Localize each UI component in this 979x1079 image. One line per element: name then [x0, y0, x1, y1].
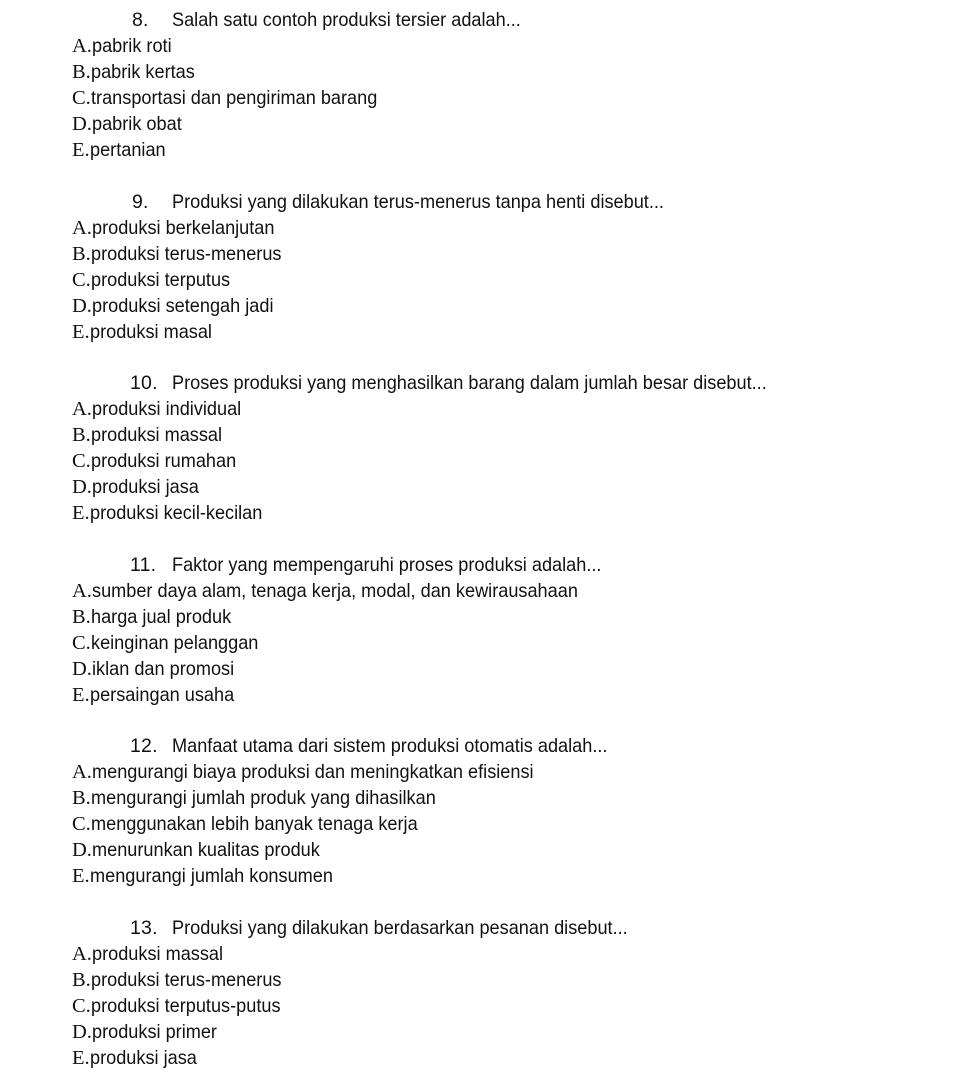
option-text: pabrik obat	[91, 113, 182, 135]
option-text: produksi jasa	[89, 1047, 197, 1069]
option-e	[0, 137, 979, 163]
option-letter: E.	[72, 865, 90, 887]
option-c	[0, 993, 979, 1019]
option-letter: B.	[72, 787, 91, 809]
option-text: sumber daya alam, tenaga kerja, modal, dan kewirausahaan	[91, 580, 578, 602]
question-stem	[0, 7, 979, 33]
option-b	[0, 785, 979, 811]
option-b	[0, 59, 979, 85]
option-c	[0, 630, 979, 656]
option-a	[0, 215, 979, 241]
option-text: produksi masal	[89, 321, 212, 343]
option-a	[0, 33, 979, 59]
option-letter: C.	[72, 813, 91, 835]
option-letter: A.	[72, 761, 92, 783]
question-number: 9.	[132, 191, 149, 213]
option-text: produksi massal	[91, 943, 223, 965]
option-letter: A.	[72, 943, 92, 965]
option-text: produksi setengah jadi	[91, 295, 274, 317]
option-b	[0, 422, 979, 448]
question-number: 8.	[132, 9, 149, 31]
option-text: produksi jasa	[91, 476, 199, 498]
option-letter: A.	[72, 580, 92, 602]
option-c	[0, 85, 979, 111]
option-letter: B.	[72, 61, 91, 83]
option-text: produksi massal	[90, 424, 222, 446]
option-letter: D.	[72, 295, 92, 317]
option-letter: E.	[72, 502, 90, 524]
option-letter: B.	[72, 243, 91, 265]
option-text: produksi terus-menerus	[90, 243, 282, 265]
option-letter: E.	[72, 684, 90, 706]
option-letter: A.	[72, 217, 92, 239]
question-text: Faktor yang mempengaruhi proses produksi adalah...	[172, 554, 602, 576]
option-text: produksi terputus-putus	[90, 995, 281, 1017]
question-stem	[0, 733, 979, 759]
option-text: mengurangi jumlah konsumen	[89, 865, 333, 887]
option-text: harga jual produk	[90, 606, 231, 628]
option-letter: D.	[72, 113, 92, 135]
question-12	[0, 733, 979, 889]
option-letter: B.	[72, 424, 91, 446]
option-letter: D.	[72, 476, 92, 498]
option-text: keinginan pelanggan	[90, 632, 259, 654]
option-e	[0, 500, 979, 526]
option-e	[0, 319, 979, 345]
question-9	[0, 189, 979, 345]
option-letter: D.	[72, 658, 92, 680]
option-text: menurunkan kualitas produk	[91, 839, 320, 861]
option-d	[0, 111, 979, 137]
option-c	[0, 267, 979, 293]
option-text: produksi primer	[91, 1021, 217, 1043]
option-b	[0, 604, 979, 630]
option-d	[0, 837, 979, 863]
option-e	[0, 863, 979, 889]
option-b	[0, 967, 979, 993]
option-text: produksi kecil-kecilan	[89, 502, 263, 524]
option-d	[0, 474, 979, 500]
question-text: Manfaat utama dari sistem produksi otomatis adalah...	[172, 735, 608, 757]
option-text: produksi berkelanjutan	[91, 217, 275, 239]
question-text: Produksi yang dilakukan terus-menerus tanpa henti disebut...	[172, 191, 664, 213]
option-text: produksi terus-menerus	[90, 969, 282, 991]
option-text: persaingan usaha	[89, 684, 234, 706]
option-text: transportasi dan pengiriman barang	[90, 87, 378, 109]
option-a	[0, 941, 979, 967]
question-text: Produksi yang dilakukan berdasarkan pesanan disebut...	[172, 917, 628, 939]
option-letter: E.	[72, 1047, 90, 1069]
option-c	[0, 811, 979, 837]
option-text: mengurangi jumlah produk yang dihasilkan	[90, 787, 436, 809]
option-text: produksi terputus	[90, 269, 230, 291]
option-d	[0, 656, 979, 682]
question-text: Salah satu contoh produksi tersier adalah...	[172, 9, 521, 31]
option-e	[0, 682, 979, 708]
option-b	[0, 241, 979, 267]
option-letter: E.	[72, 139, 90, 161]
option-a	[0, 759, 979, 785]
option-text: mengurangi biaya produksi dan meningkatkan efisiensi	[91, 761, 534, 783]
option-text: pertanian	[89, 139, 166, 161]
question-13	[0, 915, 979, 1071]
option-letter: C.	[72, 450, 91, 472]
option-text: pabrik roti	[91, 35, 172, 57]
option-letter: A.	[72, 35, 92, 57]
option-a	[0, 578, 979, 604]
option-d	[0, 1019, 979, 1045]
question-number: 12.	[130, 735, 158, 757]
question-number: 11.	[130, 554, 157, 576]
option-text: menggunakan lebih banyak tenaga kerja	[90, 813, 418, 835]
option-a	[0, 396, 979, 422]
question-11	[0, 552, 979, 708]
option-d	[0, 293, 979, 319]
option-letter: A.	[72, 398, 92, 420]
option-letter: B.	[72, 969, 91, 991]
question-10	[0, 370, 979, 526]
question-stem	[0, 189, 979, 215]
question-number: 10.	[130, 372, 158, 394]
option-text: pabrik kertas	[90, 61, 195, 83]
question-stem	[0, 370, 979, 396]
option-text: iklan dan promosi	[91, 658, 235, 680]
question-text: Proses produksi yang menghasilkan barang dalam jumlah besar disebut...	[172, 372, 767, 394]
option-text: produksi rumahan	[90, 450, 236, 472]
option-e	[0, 1045, 979, 1071]
option-letter: C.	[72, 632, 91, 654]
option-letter: C.	[72, 269, 91, 291]
option-letter: E.	[72, 321, 90, 343]
option-letter: D.	[72, 1021, 92, 1043]
question-8	[0, 7, 979, 163]
option-text: produksi individual	[91, 398, 242, 420]
option-letter: C.	[72, 995, 91, 1017]
option-c	[0, 448, 979, 474]
option-letter: C.	[72, 87, 91, 109]
question-stem	[0, 552, 979, 578]
option-letter: B.	[72, 606, 91, 628]
question-stem	[0, 915, 979, 941]
option-letter: D.	[72, 839, 92, 861]
question-number: 13.	[130, 917, 158, 939]
